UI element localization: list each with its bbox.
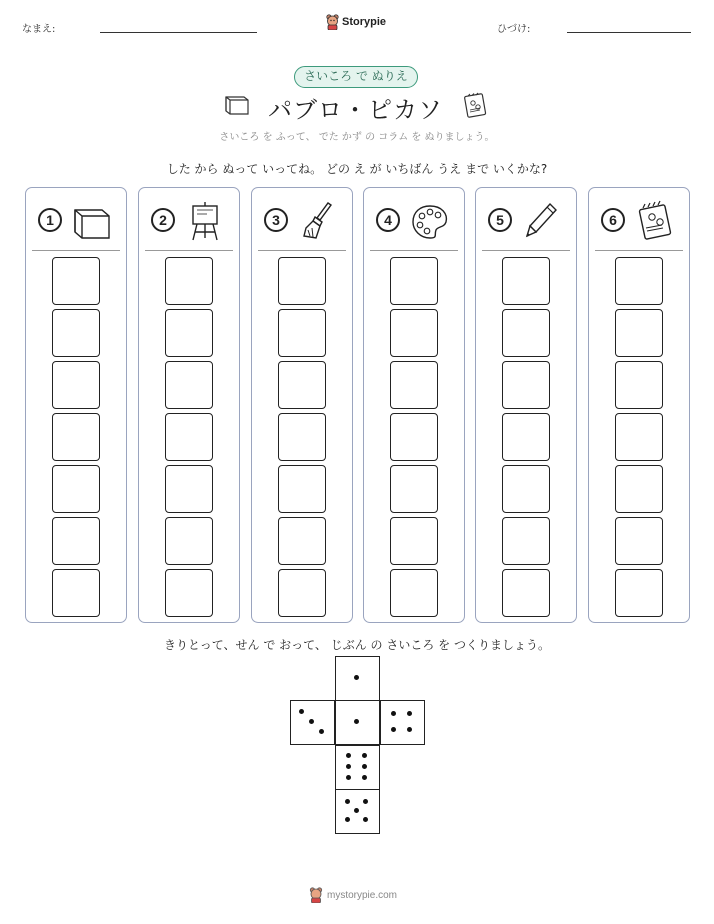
- column-number: 3: [264, 208, 288, 232]
- color-cell[interactable]: [278, 517, 326, 565]
- column-divider: [370, 250, 458, 251]
- color-cell[interactable]: [390, 309, 438, 357]
- color-cell[interactable]: [278, 569, 326, 617]
- column-divider: [32, 250, 120, 251]
- die-pip: [354, 808, 359, 813]
- die-face: [335, 789, 380, 834]
- die-pip: [407, 711, 412, 716]
- color-cell[interactable]: [165, 257, 213, 305]
- date-line: [567, 32, 691, 33]
- die-pip: [363, 817, 368, 822]
- die-pip: [346, 753, 351, 758]
- color-cell[interactable]: [502, 361, 550, 409]
- color-cell[interactable]: [52, 257, 100, 305]
- color-cell[interactable]: [278, 257, 326, 305]
- die-pip: [346, 764, 351, 769]
- column-6: [588, 187, 690, 623]
- die-pip: [354, 675, 359, 680]
- die-pip: [362, 753, 367, 758]
- name-label: なまえ:: [22, 24, 56, 35]
- subtitle: さいころ を ふって、 でた かず の コラム を ぬりましょう。: [219, 132, 495, 143]
- color-cell[interactable]: [502, 257, 550, 305]
- color-cell[interactable]: [502, 517, 550, 565]
- color-cell[interactable]: [278, 309, 326, 357]
- color-cell[interactable]: [52, 309, 100, 357]
- die-pip: [391, 727, 396, 732]
- die-pip: [345, 799, 350, 804]
- color-cell[interactable]: [165, 569, 213, 617]
- column-number: 4: [376, 208, 400, 232]
- color-cell[interactable]: [390, 257, 438, 305]
- bear-logo-icon: [309, 887, 323, 903]
- color-cell[interactable]: [165, 465, 213, 513]
- color-cell[interactable]: [615, 361, 663, 409]
- color-cell[interactable]: [390, 465, 438, 513]
- die-instruction: きりとって、せん で おって、 じぶん の さいころ を つくりましょう。: [164, 638, 550, 652]
- easel-icon: [185, 200, 225, 242]
- color-cell[interactable]: [502, 465, 550, 513]
- bear-logo-icon: [326, 14, 339, 30]
- die-pip: [346, 775, 351, 780]
- die-pip: [319, 729, 324, 734]
- brand-name: Storypie: [342, 16, 387, 28]
- sketchbook-icon: [462, 92, 488, 118]
- color-cell[interactable]: [52, 413, 100, 461]
- paintbrush-icon: [298, 200, 338, 242]
- column-4: [363, 187, 465, 623]
- color-cell[interactable]: [165, 309, 213, 357]
- color-cell[interactable]: [278, 361, 326, 409]
- column-divider: [482, 250, 570, 251]
- color-cell[interactable]: [52, 361, 100, 409]
- color-cell[interactable]: [615, 309, 663, 357]
- brand-logo: [326, 14, 386, 30]
- color-cell[interactable]: [278, 413, 326, 461]
- page-title: パブロ・ピカソ: [268, 96, 443, 124]
- title-row: [0, 90, 714, 122]
- instruction-text: した から ぬって いってね。 どの え が いちばん うえ まで いくかな?: [166, 162, 548, 176]
- column-number: 6: [601, 208, 625, 232]
- pencil-icon: [522, 200, 562, 242]
- palette-icon: [410, 200, 450, 242]
- color-cell[interactable]: [502, 413, 550, 461]
- name-line: [100, 32, 257, 33]
- color-cell[interactable]: [502, 569, 550, 617]
- die-face: [335, 656, 380, 701]
- column-1: [25, 187, 127, 623]
- column-divider: [258, 250, 346, 251]
- column-5: [475, 187, 577, 623]
- die-pip: [309, 719, 314, 724]
- worksheet-tag: さいころ で ぬりえ: [294, 66, 418, 88]
- die-pip: [354, 719, 359, 724]
- color-cell[interactable]: [52, 517, 100, 565]
- color-cell[interactable]: [615, 517, 663, 565]
- column-divider: [145, 250, 233, 251]
- die-pip: [345, 817, 350, 822]
- column-divider: [595, 250, 683, 251]
- sketchbook-icon: [635, 200, 675, 242]
- column-number: 5: [488, 208, 512, 232]
- column-number: 2: [151, 208, 175, 232]
- column-2: [138, 187, 240, 623]
- die-pip: [362, 764, 367, 769]
- die-pip: [407, 727, 412, 732]
- die-face: [335, 745, 380, 790]
- die-face: [335, 700, 380, 745]
- column-3: [251, 187, 353, 623]
- color-cell[interactable]: [390, 569, 438, 617]
- date-label: ひづけ:: [497, 24, 531, 35]
- color-cell[interactable]: [615, 465, 663, 513]
- color-cell[interactable]: [165, 413, 213, 461]
- die-pip: [363, 799, 368, 804]
- die-face: [380, 700, 425, 745]
- color-cell[interactable]: [52, 465, 100, 513]
- color-cell[interactable]: [390, 517, 438, 565]
- die-pip: [299, 709, 304, 714]
- die-pip: [362, 775, 367, 780]
- footer-url[interactable]: mystorypie.com: [327, 889, 398, 901]
- color-cell[interactable]: [615, 257, 663, 305]
- color-cell[interactable]: [390, 361, 438, 409]
- color-cell[interactable]: [278, 465, 326, 513]
- color-cell[interactable]: [165, 517, 213, 565]
- color-cell[interactable]: [502, 309, 550, 357]
- color-cell[interactable]: [165, 361, 213, 409]
- footer: [309, 887, 397, 903]
- color-cell[interactable]: [615, 569, 663, 617]
- color-cell[interactable]: [615, 413, 663, 461]
- book-icon: [224, 94, 250, 116]
- color-cell[interactable]: [390, 413, 438, 461]
- color-cell[interactable]: [52, 569, 100, 617]
- die-face: [290, 700, 335, 745]
- book-icon: [72, 200, 112, 242]
- die-pip: [391, 711, 396, 716]
- column-number: 1: [38, 208, 62, 232]
